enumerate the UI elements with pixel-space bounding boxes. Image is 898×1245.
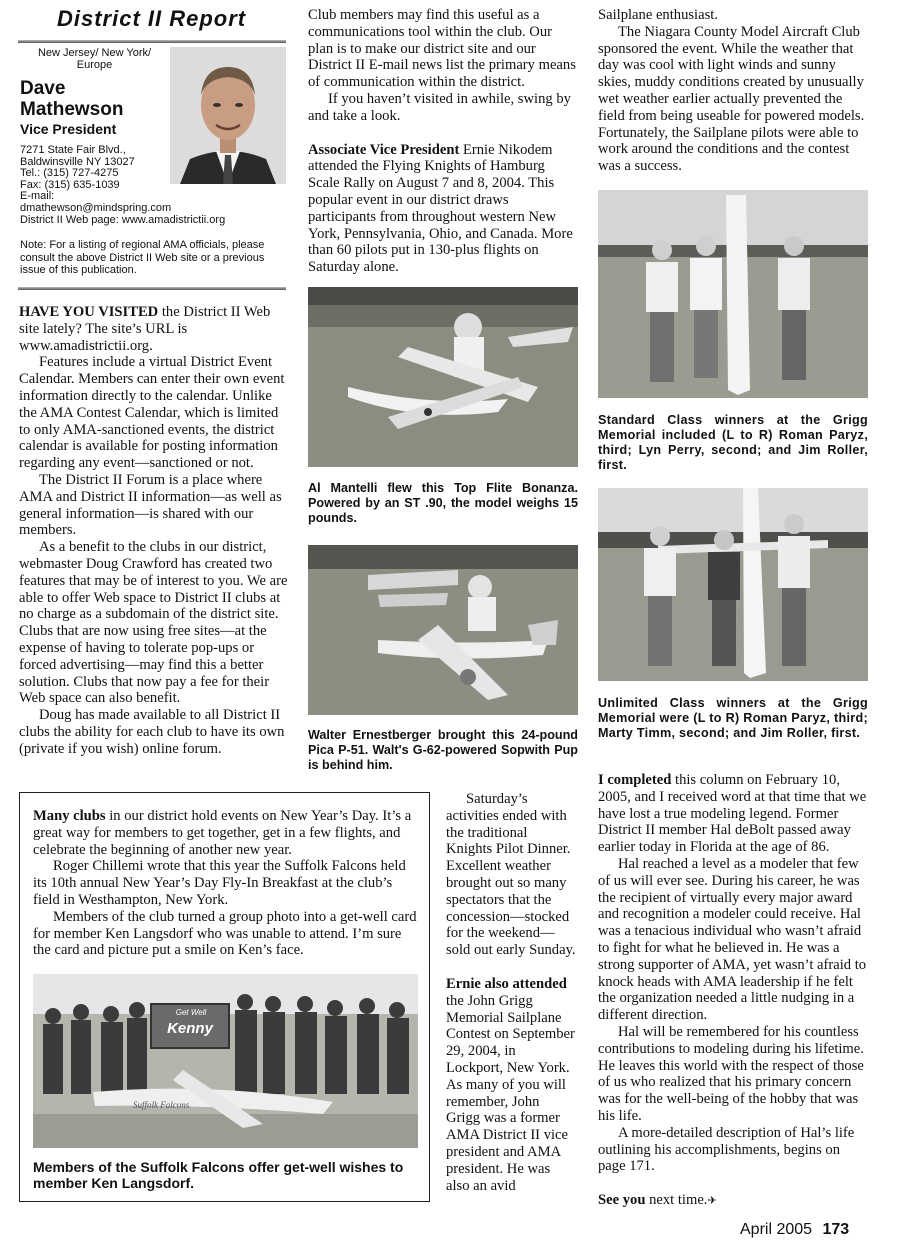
col3-paragraph-7: See you next time.✈	[598, 1192, 717, 1209]
end-mark-icon: ✈	[707, 1195, 717, 1208]
col2-paragraph-5: Ernie also attended the John Grigg Memorial Sailplane Contest on September 29, 2004, in Lockport, New York. As many of you will remember, John Grigg was a former AMA District II vice president and AMA president. He was also an avid	[446, 975, 575, 1194]
box-paragraph-3: Members of the club turned a group photo into a get-well card for member Ken Langsdorf who was unable to attend. I’m sure the card and picture put a smile on Ken’s face.	[33, 908, 417, 959]
telephone: Tel.: (315) 727-4275	[20, 167, 119, 180]
banner-get-well: Get Well	[175, 1008, 207, 1017]
col3-paragraph-5: Hal will be remembered for his countless contributions to modeling during his lifetime. He leaves this world with the respect of those of us who realized that his primary concern was for the well-being of the hobby that was his life.	[598, 1023, 864, 1124]
banner-kenny: Kenny	[167, 1020, 213, 1037]
address-line-1: 7271 State Fair Blvd.,	[20, 144, 126, 156]
col3-paragraph-1: Sailplane enthusiast.	[598, 7, 718, 23]
col2-paragraph-1: Club members may find this useful as a communications tool within the club. Our plan is to make our district site and our District II E-mail news list the primary means of communication within the district.	[308, 7, 576, 91]
author-name	[20, 78, 123, 120]
col2-paragraph-4: Saturday’s activities ended with the traditional Knights Pilot Dinner. Excellent weather brought out so many spectators that the concession—stocked for the weekend—sold out early Sunday.	[446, 791, 576, 959]
caption-unlimited-class: Unlimited Class winners at the Grigg Memorial were (L to R) Roman Paryz, third; Marty Timm, second; and Jim Roller, first.	[598, 696, 868, 740]
email-address[interactable]: dmathewson@mindspring.com	[20, 201, 172, 214]
officials-note: Note: For a listing of regional AMA officials, please consult the above District II Web site or a previous issue of this publication.	[20, 239, 265, 277]
column-3-text-top	[598, 7, 870, 175]
photo-unlimited-class	[598, 488, 868, 681]
header-rule-bottom	[18, 287, 286, 290]
photo-p51	[308, 545, 578, 715]
caption-suffolk-falcons: Members of the Suffolk Falcons offer get-well wishes to member Ken Langsdorf.	[33, 1159, 404, 1191]
col3-paragraph-6: A more-detailed description of Hal’s life outlining his accomplishments, begins on page 171.	[598, 1124, 855, 1175]
col3-paragraph-3: I completed this column on February 10, 2005, and I received word at that time that we have lost a true modeling legend. Former District II member Hal deBolt passed away earlier today in Florida at the age of 86.	[598, 772, 867, 856]
region-label: New Jersey/ New York/ Europe	[37, 47, 152, 71]
photo-standard-class	[598, 190, 868, 398]
caption-standard-class: Standard Class winners at the Grigg Memorial included (L to R) Roman Paryz, third; Lyn Perry, second; and Jim Roller, first.	[598, 413, 868, 472]
col1-paragraph-4: As a benefit to the clubs in our district, webmaster Doug Crawford has created two features that may be of interest to you. We are able to offer Web space to District II clubs at no charge as a subdomain of the district site. Clubs that are now using free sites—at the expense of having to tolerate pop-ups or forced advertising—may find this a better solution. Clubs that now pay a fee for their Web space can also benefit.	[19, 539, 288, 707]
column-3-text-bottom	[598, 772, 870, 1210]
caption-bonanza: Al Mantelli flew this Top Flite Bonanza. Powered by an ST .90, the model weighs 15 pounds.	[308, 481, 578, 525]
author-portrait	[170, 47, 286, 184]
footer-folio	[740, 1221, 849, 1239]
fax: Fax: (315) 635-1039	[20, 178, 120, 191]
caption-p51: Walter Ernestberger brought this 24-pound Pica P-51. Walt's G-62-powered Sopwith Pup is behind him.	[308, 728, 578, 772]
col2-paragraph-3: Associate Vice President Ernie Nikodem attended the Flying Knights of Hamburg Scale Rally on August 7 and 8, 2004. This popular event in our district draws participants from throughout western New York, Pennsylvania, Ohio, and Canada. More than 60 pilots put in 130-plus flights on Saturday alone.	[308, 141, 573, 276]
web-page[interactable]: District II Web page: www.amadistrictii.org	[20, 213, 226, 226]
column-1-text	[19, 304, 289, 758]
address-line-2: Baldwinsville NY 13027	[20, 155, 135, 168]
issue-date: April 2005	[740, 1221, 813, 1238]
column-2-text-bottom	[446, 791, 576, 1194]
photo-suffolk-falcons	[33, 974, 418, 1148]
col3-paragraph-4: Hal reached a level as a modeler that few of us will ever see. During his career, he was the recipient of virtually every major award and recognition a modeler could receive. Hal was a tenacious individual who wasn’t afraid to fight for what he believed in. He was a strong supporter of AMA, yet wasn’t afraid to knock heads with AMA leadership if he felt the organization needed a little nudging in a different direction.	[598, 855, 867, 1024]
box-paragraph-1: Many clubs in our district hold events on New Year’s Day. It’s a great way for members to get together, get in a few flights, and celebrate the beginning of another new year.	[33, 808, 412, 858]
email-label: E-mail:	[20, 190, 55, 203]
box-paragraph-2: Roger Chillemi wrote that this year the Suffolk Falcons held its 10th annual New Year’s Day Fly-In Breakfast at the club’s field in Westhampton, New York.	[33, 858, 406, 908]
column-2-text-top	[308, 7, 580, 276]
author-first-name: Dave	[20, 78, 66, 99]
column-title: District II Report	[57, 6, 247, 31]
col1-paragraph-2: Features include a virtual District Event Calendar. Members can enter their own event information directly to the calendar. Unlike the AMA Contest Calendar, which is limited to only AMA-sanctioned events, the district calendar is available for posting information regarding any event—sanctioned or not.	[19, 354, 285, 472]
box-text	[33, 808, 421, 959]
col2-paragraph-2: If you haven’t visited in awhile, swing by and take a look.	[308, 90, 571, 124]
page-number: 173	[822, 1221, 850, 1238]
col1-paragraph-5: Doug has made available to all District II clubs the ability for each club to have its own (private if you wish) online forum.	[19, 707, 285, 757]
plane-lettering: Suffolk Falcons	[133, 1100, 190, 1110]
col1-paragraph-1: HAVE YOU VISITED the District II Web site lately? The site’s URL is www.amadistrictii.org.	[19, 304, 271, 354]
author-role: Vice President	[20, 121, 117, 137]
header-rule-top	[18, 40, 286, 43]
col1-paragraph-3: The District II Forum is a place where AMA and District II information—as well as general information—is shared with our members.	[19, 471, 282, 539]
author-last-name: Mathewson	[20, 99, 124, 120]
photo-bonanza	[308, 287, 578, 467]
col3-paragraph-2: The Niagara County Model Aircraft Club sponsored the event. While the weather that day was cool with light winds and sunny skies, muddy conditions created by unusually wet weather earlier actually prevented the field from being useable for powered models. Fortunately, the Sailplane pilots were able to work around the conditions and the contest was a success.	[598, 23, 865, 175]
